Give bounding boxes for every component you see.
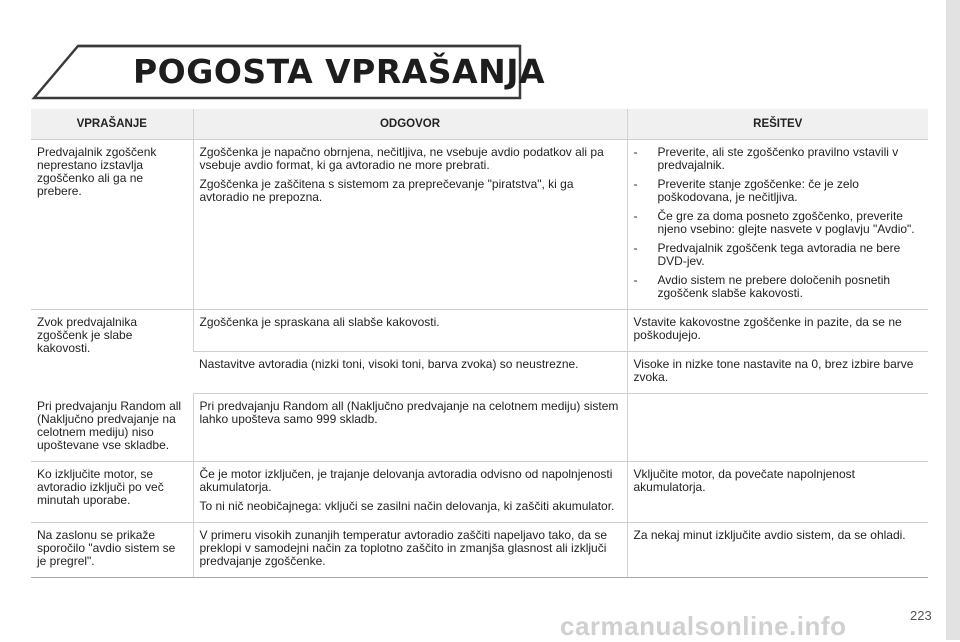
question-cell: Zvok predvajalnika zgoščenk je slabe kakovosti.	[37, 315, 138, 355]
solution-item-text: Preverite, ali ste zgoščenko pravilno vstavili v predvajalnik.	[657, 145, 899, 172]
solution-item-text: Če gre za doma posneto zgoščenko, preverite njeno vsebino: glejte nasvete v poglavju "Avdio".	[657, 209, 915, 236]
answer-paragraph: To ni nič neobičajnega: vključi se zasilni način delovanja, ki zaščiti akumulator.	[199, 498, 615, 513]
table-header-row	[31, 109, 928, 140]
answer-cell: Zgoščenka je spraskana ali slabše kakovosti.	[193, 310, 627, 352]
answer-paragraph: Zgoščenka je napačno obrnjena, nečitljiva, ne vsebuje avdio podatkov ali pa vsebuje avdio format, ki ga avtoradio ne more prebrati.	[199, 145, 604, 172]
answer-cell: Pri predvajanju Random all (Naključno predvajanje na celotnem mediju) sistem lahko upošteva samo 999 skladb.	[193, 394, 627, 462]
answer-paragraph: Če je motor izključen, je trajanje delovanja avtoradia odvisno od napolnjenosti akumulatorja.	[199, 466, 613, 494]
faq-table	[31, 109, 928, 578]
dash-bullet: -	[633, 241, 638, 255]
page-number: 223	[910, 608, 932, 623]
dash-bullet: -	[633, 145, 638, 159]
question-cell: Na zaslonu se prikaže sporočilo "avdio sistem se je pregrel".	[31, 522, 193, 577]
solution-cell	[627, 140, 928, 310]
solution-list	[634, 146, 923, 300]
solution-cell: Visoke in nizke tone nastavite na 0, brez izbire barve zvoka.	[627, 352, 928, 394]
answer-cell: Nastavitve avtoradia (nizki toni, visoki toni, barva zvoka) so neustrezne.	[193, 352, 627, 394]
header-solution: REŠITEV	[627, 109, 928, 140]
question-cell: Pri predvajanju Random all (Naključno predvajanje na celotnem mediju) niso upoštevane vse skladbe.	[31, 394, 193, 462]
question-cell: Ko izključite motor, se avtoradio izključi po več minutah uporabe.	[31, 461, 193, 522]
solution-item-text: Preverite stanje zgoščenke: če je zelo poškodovana, je nečitljiva.	[657, 177, 859, 204]
dash-bullet: -	[633, 273, 638, 287]
table-row	[31, 310, 928, 352]
solution-item-text: Avdio sistem ne prebere določenih posnetih zgoščenk slabše kakovosti.	[657, 273, 891, 300]
solution-cell: Za nekaj minut izključite avdio sistem, da se ohladi.	[627, 522, 928, 577]
dash-bullet: -	[633, 177, 638, 191]
solution-list-item	[634, 178, 923, 204]
solution-list-item	[634, 210, 923, 236]
page-title: POGOSTA VPRAŠANJA	[133, 52, 546, 91]
watermark: carmanualsonline.info	[560, 611, 847, 641]
table-row	[31, 461, 928, 522]
solution-list-item	[634, 146, 923, 172]
right-margin-bar	[946, 0, 960, 640]
solution-cell: Vstavite kakovostne zgoščenke in pazite, da se ne poškodujejo.	[627, 310, 928, 352]
table-row	[31, 394, 928, 462]
answer-cell	[193, 461, 627, 522]
solution-cell	[627, 394, 928, 462]
table-row	[31, 522, 928, 577]
header-answer: ODGOVOR	[193, 109, 627, 140]
table-row	[31, 140, 928, 310]
dash-bullet: -	[633, 209, 638, 223]
solution-cell: Vključite motor, da povečate napolnjenost akumulatorja.	[627, 461, 928, 522]
answer-cell: V primeru visokih zunanjih temperatur avtoradio zaščiti napeljavo tako, da se preklopi v samodejni način za toplotno zaščito in zmanjša glasnost ali izključi predvajanje zgoščenke.	[193, 522, 627, 577]
answer-cell	[193, 140, 627, 310]
solution-item-text: Predvajalnik zgoščenk tega avtoradia ne bere DVD-jev.	[657, 241, 901, 268]
solution-list-item	[634, 274, 923, 300]
question-cell: Predvajalnik zgoščenk neprestano izstavlja zgoščenko ali ga ne prebere.	[31, 140, 193, 310]
solution-list-item	[634, 242, 923, 268]
answer-paragraph: Zgoščenka je zaščitena s sistemom za preprečevanje "piratstva", ki ga avtoradio ne prepozna.	[199, 177, 574, 204]
header-question: VPRAŠANJE	[31, 109, 193, 140]
